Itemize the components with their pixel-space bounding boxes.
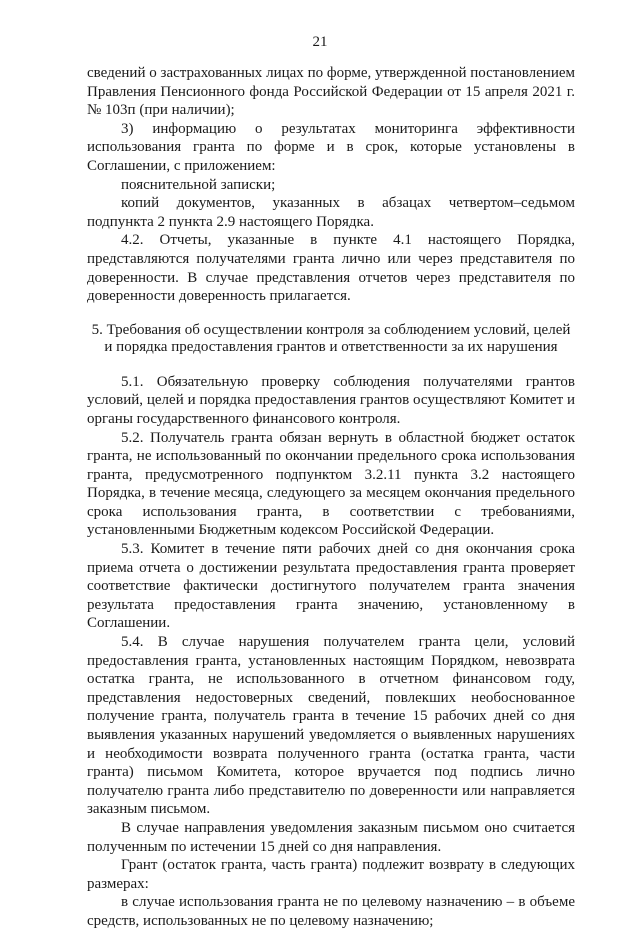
paragraph-misuse-case: в случае использования гранта не по целевому назначению – в объеме средств, использованных не по целевому назначению;: [87, 894, 575, 929]
paragraph-4-2: 4.2. Отчеты, указанные в пункте 4.1 настоящего Порядка, представляются получателями гранта лично или через представителя по доверенности. В случае представления отчетов через представителя по доверенности доверенность прилагается.: [87, 232, 575, 305]
paragraph-5-3: 5.3. Комитет в течение пяти рабочих дней со дня окончания срока приема отчета о достижении результата предоставления гранта проверяет соответствие фактически достигнутого получателем гранта значения результата предоставления гранта значению, установленному в Соглашении.: [87, 541, 575, 632]
section-5-heading: 5. Требования об осуществлении контроля за соблюдением условий, целей и порядка предоставления грантов и ответственности за их нарушения: [91, 321, 571, 356]
paragraph-5-4: 5.4. В случае нарушения получателем гранта цели, условий предоставления гранта, установленных настоящим Порядком, невозврата остатка гранта, не использованного в отчетном финансовом году, представления недостоверных сведений, повлекших необоснованное получение гранта, получатель гранта в течение 15 рабочих дней со дня выявления указанных нарушений уведомляется о выявленных нарушениях и необходимости возврата полученного гранта (остатка гранта, части гранта) письмом Комитета, которое вручается под подпись лично получателю гранта либо представителю по доверенности или направляется заказным письмом.: [87, 634, 575, 818]
paragraph-return-amounts: Грант (остаток гранта, часть гранта) подлежит возврату в следующих размерах:: [87, 857, 575, 892]
paragraph-5-2: 5.2. Получатель гранта обязан вернуть в областной бюджет остаток гранта, не использованный по окончании предельного срока использования гранта, предусмотренного подпунктом 3.2.11 пункта 3.2 настоящего Порядка, в течение месяца, следующего за месяцем окончания предельного срока использования гранта, в соответствии с требованиями, установленными Бюджетным кодексом Российской Федерации.: [87, 429, 575, 539]
page-number: 21: [312, 34, 328, 50]
paragraph-document-copies: копий документов, указанных в абзацах четвертом–седьмом подпункта 2 пункта 2.9 настоящего Порядка.: [87, 195, 575, 230]
paragraph-explanatory-note: пояснительной записки;: [121, 176, 276, 193]
paragraph-insured-persons: сведений о застрахованных лицах по форме, утвержденной постановлением Правления Пенсионного фонда Российской Федерации от 15 апреля 2021 г. № 103п (при наличии);: [87, 65, 575, 119]
paragraph-registered-letter: В случае направления уведомления заказным письмом оно считается полученным по истечении 15 дней со дня направления.: [87, 819, 575, 855]
paragraph-monitoring-info: 3) информацию о результатах мониторинга эффективности использования гранта по форме и в срок, которые установлены в Соглашении, с приложением:: [87, 120, 575, 174]
paragraph-5-1: 5.1. Обязательную проверку соблюдения получателями грантов условий, целей и порядка предоставления грантов осуществляют Комитет и органы государственного финансового контроля.: [87, 373, 575, 427]
document-body: [87, 64, 575, 931]
